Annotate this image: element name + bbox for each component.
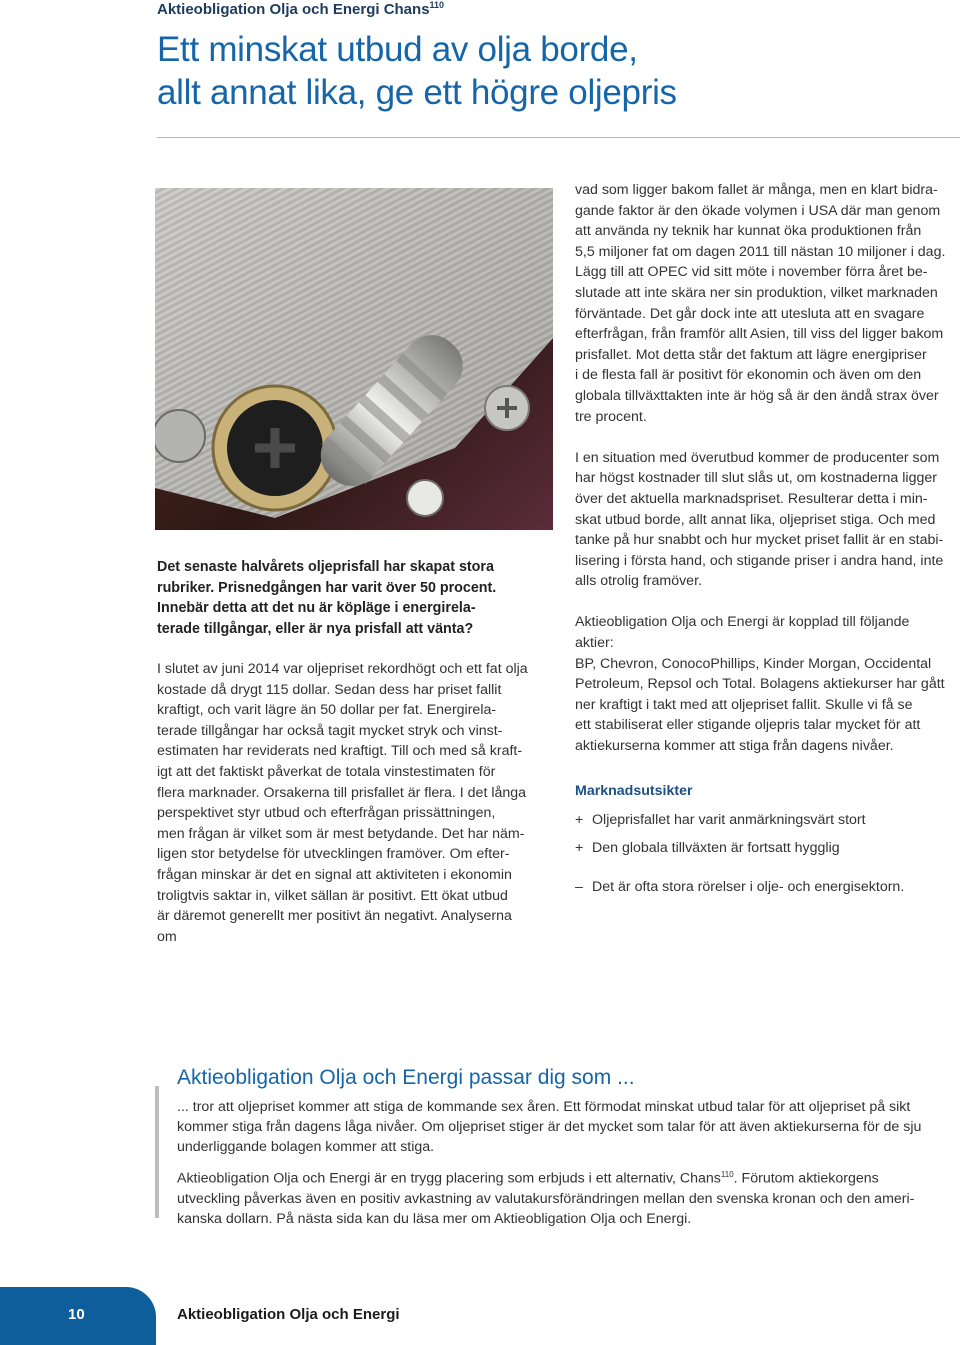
title-line-1: Ett minskat utbud av olja borde, <box>157 30 638 69</box>
page-title <box>157 28 897 114</box>
divider <box>157 137 960 138</box>
right-paragraph-1: vad som ligger bakom fallet är många, men en klart bidra- gande faktor är den ökade volymen i USA där man genom att använda ny teknik har kunnat öka produktionen från 5,5 miljoner fat om dagen 2011 till nästan 10 miljoner i dag. Lägg till att OPEC vid sitt möte i november förra året be- slutade att inte skära ner sin produktion, vilket marknaden förväntade. Det går dock inte att utesluta att en svagare efterfrågan, från framför allt Asien, till viss del ligger bakom prisfallet. Mot detta står det faktum att lägre energipriser i de flesta fall är positivt för ekonomin och även om den globala tillväxttakten inte är hög så är den ändå strax över tre procent. <box>575 182 946 425</box>
page-number: 10 <box>68 1306 85 1323</box>
header-label: Aktieobligation Olja och Energi Chans$^{110}$ <box>157 0 445 18</box>
photo-caption: Det senaste halvårets oljeprisfall har skapat stora rubriker. Prisnedgången har varit över 50 procent. Innebär detta att det nu är köpläge i energirela- terade tillgångar, eller är nya prisfall att vänta? <box>157 559 497 637</box>
hinge-screw-photo <box>155 188 553 530</box>
outlook-list <box>575 810 955 898</box>
outlook-item: + Oljeprisfallet har varit anmärkningsvärt stort <box>575 812 866 828</box>
suitability-paragraph-1: ... tror att oljepriset kommer att stiga de kommande sex åren. Ett förmodat minskat utbud talar för att oljepriset på sikt kommer stiga från dagens låga nivåer. Om oljepriset stiger är det mycket som talar för att även aktiekurserna för de sju underliggande bolagen kommer att stiga. <box>177 1099 922 1155</box>
footer-label: Aktieobligation Olja och Energi <box>177 1306 400 1323</box>
outlook-item: – Det är ofta stora rörelser i olje- och energisektorn. <box>575 879 905 896</box>
right-paragraph-3: Aktieobligation Olja och Energi är kopplad till följande aktier: BP, Chevron, ConocoPhillips, Kinder Morgan, Occidental Petroleum, Repsol och Total. Bolagens aktiekurser har gått ner kraftigt i takt med att oljepriset fallit. Skulle vi få se ett stabiliserat eller stigande oljepris talar mycket för att aktiekurserna kommer att stiga från dagens nivåer. <box>575 614 945 755</box>
outlook-item: + Den globala tillväxten är fortsatt hygglig <box>575 839 840 856</box>
suitability-heading: Aktieobligation Olja och Energi passar dig som ... <box>177 1066 635 1089</box>
left-column-text: I slutet av juni 2014 var oljepriset rekordhögt och ett fat olja kostade då drygt 115 dollar. Sedan dess har priset fallit kraftigt, och varit lägre än 50 dollar per fat. Energirela- terade tillgångar har också tagit mycket stryk och vinst- estimaten har reviderats ned kraftigt. Till och med så kraft- igt att det faktiskt påverkat de totala vinstestimaten för flera marknader. Orsakerna till prisfallet är flera. I det långa perspektivet styr utbud och efterfrågan prissättningen, men frågan är vilket som är mest betydande. Det har näm- ligen stor betydelse för utvecklingen framöver. Om efter- frågan minskar är det en signal att aktiviteten i ekonomin troligtvis saktar in, vilket sällan är positivt. Ett ökat utbud är däremot generellt mer positivt än negativt. Analyserna om <box>157 661 528 945</box>
box-accent-bar <box>155 1086 159 1218</box>
suitability-paragraph-2: Aktieobligation Olja och Energi är en trygg placering som erbjuds i ett alternativ, Chans$^{110}$. Förutom aktiekorgens utveckling påverkas även en positiv avkastning av valutakursförändringen mellan den svenska kronan och den ameri- kanska dollarn. På nästa sida kan du läsa mer om Aktieobligation Olja och Energi. <box>177 1170 915 1227</box>
suitability-text <box>177 1097 952 1237</box>
right-column-text <box>575 180 950 777</box>
title-line-2: allt annat lika, ge ett högre oljepris <box>157 73 677 112</box>
outlook-heading: Marknadsutsikter <box>575 783 693 799</box>
right-paragraph-2: I en situation med överutbud kommer de producenter som har högst kostnader till slut slås ut, om kostnaderna ligger över det aktuella marknadspriset. Resulterar detta i min- skat utbud borde, allt annat lika, oljepriset stiga. Och med tanke på hur snabbt och hur mycket priset fallit är en stabi- lisering i första hand, och stigande priser i andra hand, inte alls otrolig framöver. <box>575 449 944 590</box>
photo-illustration <box>155 188 553 530</box>
